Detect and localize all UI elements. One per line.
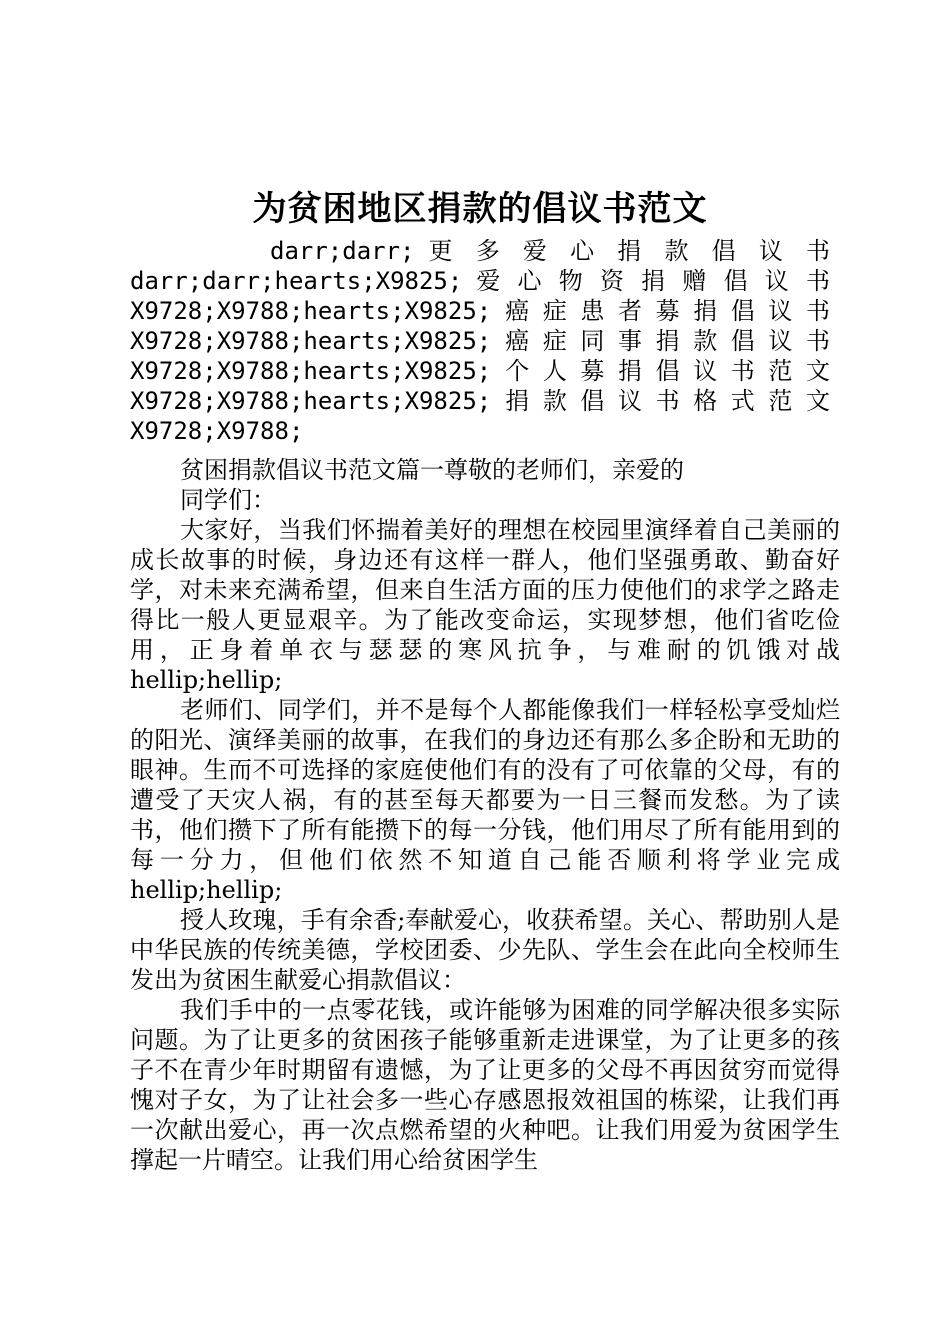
paragraph: 同学们： <box>180 486 276 514</box>
link-code: X9728;X9788;hearts;X9825; <box>130 327 492 355</box>
link-text: 更 多 爱 心 捐 款 倡 议 书 <box>428 237 830 265</box>
document-body <box>130 455 840 1175</box>
link-line[interactable] <box>130 326 830 356</box>
related-links <box>130 236 830 446</box>
paragraph: 老师们、同学们，并不是每个人都能像我们一样轻松享受灿烂的阳光、演绎美丽的故事，在我们的身边还有那么多企盼和无助的眼神。生而不可选择的家庭使他们有的没有了可依靠的父母，有的遭受了天灾人祸，有的甚至每天都要为一日三餐而发愁。为了读书，他们攒下了所有能攒下的每一分钱，他们用尽了所有能用到的每一分力，但他们依然不知道自己能否顺利将学业完成hellip;hellip; <box>130 696 840 904</box>
link-text: 癌 症 患 者 募 捐 倡 议 书 <box>505 297 830 325</box>
link-code: X9728;X9788;hearts;X9825; <box>130 387 492 415</box>
paragraph: 贫困捐款倡议书范文篇一尊敬的老师们，亲爱的 <box>180 456 684 484</box>
link-code: X9728;X9788;hearts;X9825; <box>130 357 492 385</box>
link-line[interactable] <box>130 386 830 416</box>
link-line <box>130 416 830 446</box>
document-title: 为贫困地区捐款的倡议书范文 <box>252 189 708 229</box>
link-line[interactable] <box>130 266 830 296</box>
link-line[interactable] <box>130 356 830 386</box>
link-text: 癌 症 同 事 捐 款 倡 议 书 <box>505 327 830 355</box>
link-code: X9728;X9788; <box>130 417 304 445</box>
link-line[interactable] <box>130 236 830 266</box>
link-code: darr;darr; <box>270 237 415 265</box>
link-text: 爱 心 物 资 捐 赠 倡 议 书 <box>476 267 830 295</box>
link-code: X9728;X9788;hearts;X9825; <box>130 297 492 325</box>
paragraph: 我们手中的一点零花钱，或许能够为困难的同学解决很多实际问题。为了让更多的贫困孩子能够重新走进课堂，为了让更多的孩子不在青少年时期留有遗憾，为了让更多的父母不再因贫穷而觉得愧对子女，为了让社会多一些心存感恩报效祖国的栋梁，让我们再一次献出爱心，再一次点燃希望的火种吧。让我们用爱为贫困学生撑起一片晴空。让我们用心给贫困学生 <box>130 996 840 1174</box>
paragraph: 授人玫瑰，手有余香;奉献爱心，收获希望。关心、帮助别人是中华民族的传统美德，学校团委、少先队、学生会在此向全校师生发出为贫困生献爱心捐款倡议： <box>130 906 840 994</box>
paragraph: 大家好，当我们怀揣着美好的理想在校园里演绎着自己美丽的成长故事的时候，身边还有这样一群人，他们坚强勇敢、勤奋好学，对未来充满希望，但来自生活方面的压力使他们的求学之路走得比一般人更显艰辛。为了能改变命运，实现梦想，他们省吃俭用，正身着单衣与瑟瑟的寒风抗争，与难耐的饥饿对战hellip;hellip; <box>130 516 840 694</box>
link-code: darr;darr;hearts;X9825; <box>130 267 463 295</box>
link-line[interactable] <box>130 296 830 326</box>
link-text: 捐 款 倡 议 书 格 式 范 文 <box>505 387 830 415</box>
link-text: 个 人 募 捐 倡 议 书 范 文 <box>505 357 830 385</box>
